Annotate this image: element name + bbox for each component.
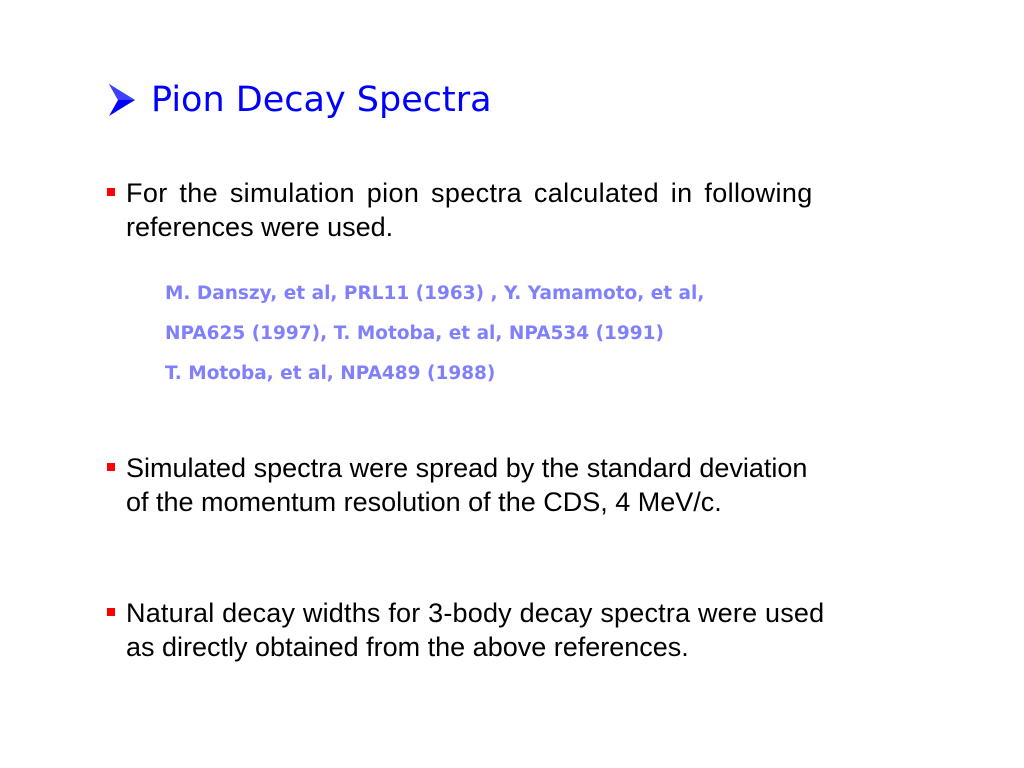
bullet-item-3 bbox=[107, 596, 867, 666]
arrow-bullet-icon bbox=[107, 82, 137, 118]
bullet-text-line-1: Natural decay widths for 3-body decay spectra were used bbox=[126, 598, 825, 628]
bullet-item-1 bbox=[107, 176, 867, 246]
reference-line: M. Danszy, et al, PRL11 (1963) , Y. Yamamoto, et al, bbox=[165, 283, 705, 304]
slide-title-text: Pion Decay Spectra bbox=[151, 80, 492, 120]
bullet-marker-icon bbox=[107, 463, 115, 471]
bullet-item-2 bbox=[107, 451, 867, 521]
bullet-text-line-2: of the momentum resolution of the CDS, 4 MeV/c. bbox=[126, 487, 722, 517]
slide-title bbox=[107, 78, 492, 122]
bullet-text-line-2: references were used. bbox=[126, 212, 394, 242]
references-block bbox=[165, 280, 704, 400]
reference-line: NPA625 (1997), T. Motoba, et al, NPA534 (1991) bbox=[165, 323, 664, 344]
bullet-text-line-1: Simulated spectra were spread by the standard deviation bbox=[126, 453, 808, 483]
bullet-text-line-2: as directly obtained from the above references. bbox=[126, 632, 689, 662]
bullet-marker-icon bbox=[107, 188, 115, 196]
bullet-marker-icon bbox=[107, 608, 115, 616]
reference-line: T. Motoba, et al, NPA489 (1988) bbox=[165, 363, 496, 384]
bullet-text-line-1: For the simulation pion spectra calculated in following bbox=[126, 178, 813, 208]
